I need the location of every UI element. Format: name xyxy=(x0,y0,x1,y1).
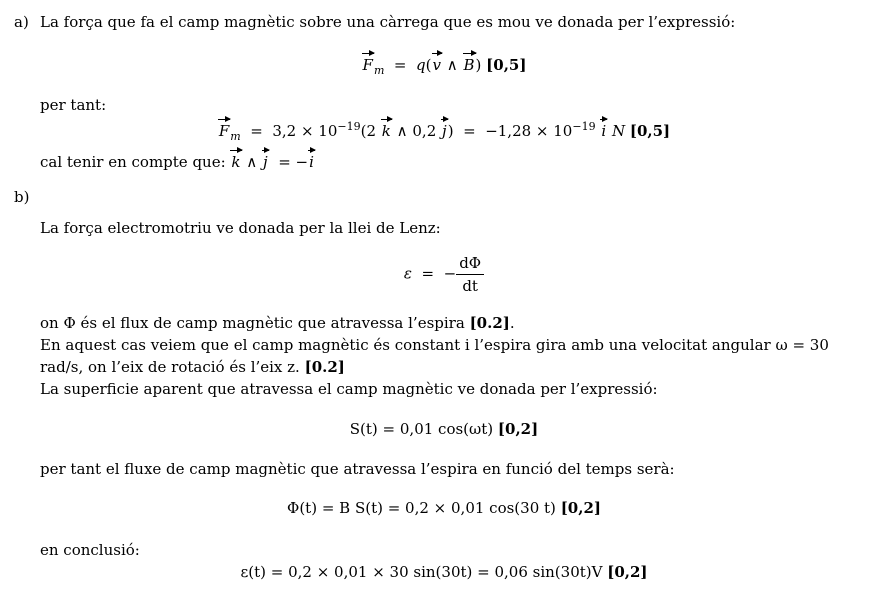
flux-time-eq: Φ(t) = B S(t) = 0,2 × 0,01 cos(30 t) xyxy=(287,499,556,517)
eq2-score: [0,5] xyxy=(629,122,671,140)
eq2-coef: 3,2 × 10 xyxy=(272,122,338,140)
emf-score: [0,2] xyxy=(607,563,648,581)
eq2-mid: (2 xyxy=(360,122,376,140)
flux-time-equation xyxy=(0,499,888,517)
note-text: cal tenir en compte que: xyxy=(40,153,226,171)
flux-definition: on Φ és el flux de camp magnètic que atravessa l’espira [0.2]. xyxy=(40,314,515,332)
flux-time-score: [0,2] xyxy=(560,499,601,517)
conclusion-text: en conclusió: xyxy=(40,541,140,559)
part-a-label: a) xyxy=(14,13,29,31)
lorentz-force-equation: $F_m = q(v$ ∧ B) [0,5] xyxy=(362,56,527,77)
lenz-denominator: dt xyxy=(462,277,478,295)
flux-time-text: per tant el fluxe de camp magnètic que atravessa l’espira en funció del temps serà: xyxy=(40,460,675,478)
eq2-num: 0,2 xyxy=(412,122,437,140)
eq2-result: −1,28 × 10 xyxy=(485,122,573,140)
eq2-result-exp: −19 xyxy=(572,120,596,133)
rotation-score: [0.2] xyxy=(304,358,345,376)
rotation-text: rad/s, on l’eix de rotació és l’eix z. xyxy=(40,358,300,376)
flux-score: [0.2] xyxy=(469,314,510,332)
force-value-equation: $F_m = 3,2 \times 10^{-19}(2$ k ∧ 0,2 $j) = -1,28 \times 10^{-19}$ i N [0,5] xyxy=(218,120,671,143)
lenz-numerator: dΦ xyxy=(456,254,484,275)
rotation-text-line-1: En aquest cas veiem que el camp magnètic és constant i l’espira gira amb una velocitat angular ω = 30 xyxy=(40,336,829,354)
flux-definition-text: on Φ és el flux de camp magnètic que atravessa l’espira xyxy=(40,314,465,332)
surface-text: La superficie aparent que atravessa el camp magnètic ve donada per l’expressió: xyxy=(40,380,658,398)
surface-equation xyxy=(0,420,888,438)
emf-equation xyxy=(0,563,888,581)
surface-eq: S(t) = 0,01 cos(ωt) xyxy=(349,420,494,438)
eq2-unit: N xyxy=(611,122,626,140)
part-a-intro: La força que fa el camp magnètic sobre una càrrega que es mou ve donada per l’expressió: xyxy=(40,13,736,31)
lenz-law-equation: ε = − $\frac{d\Phi}{dt}$ xyxy=(0,254,888,295)
part-b-intro: La força electromotriu ve donada per la llei de Lenz: xyxy=(40,219,441,237)
emf-eq: ε(t) = 0,2 × 0,01 × 30 sin(30t) = 0,06 sin(30t)V xyxy=(240,563,603,581)
eq1-score: [0,5] xyxy=(486,56,527,74)
per-tant-text: per tant: xyxy=(40,96,107,114)
rotation-text-line-2 xyxy=(40,358,345,376)
surface-score: [0,2] xyxy=(497,420,539,438)
part-b-label: b) xyxy=(14,188,30,206)
eq2-exp: −19 xyxy=(337,120,361,133)
cross-product-note: cal tenir en compte que: k ∧ j = −i xyxy=(40,153,314,171)
